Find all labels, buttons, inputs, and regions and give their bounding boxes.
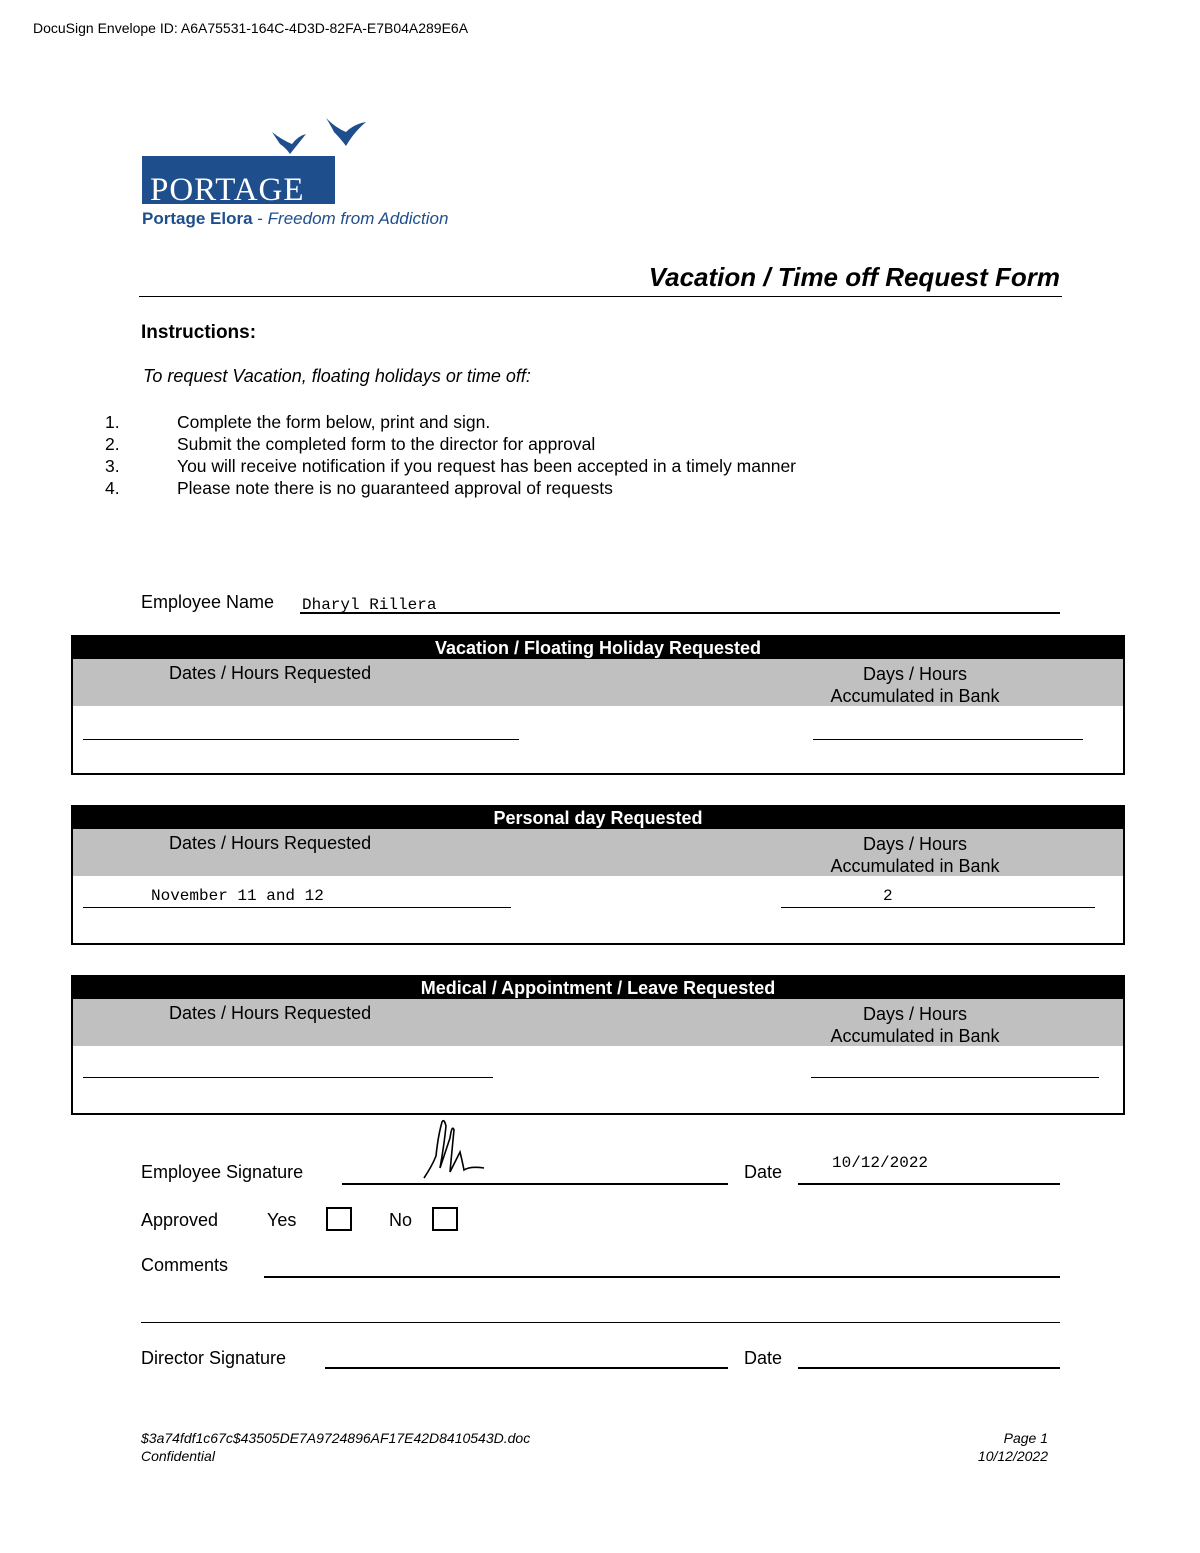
days-hours-header-line1: Days / Hours [862, 664, 968, 684]
step-text: Submit the completed form to the director for approval [177, 434, 596, 454]
instructions-heading: Instructions: [141, 322, 257, 343]
approved-no-checkbox[interactable] [432, 1207, 458, 1231]
days-hours-header-line1: Days / Hours [862, 834, 968, 854]
days-hours-header-line1: Days / Hours [862, 1004, 968, 1024]
vacation-section [71, 635, 1125, 775]
section-title: Medical / Appointment / Leave Requested [73, 977, 1123, 999]
step-number: 1. [105, 412, 120, 432]
employee-signature-field[interactable] [342, 1183, 728, 1185]
section-subheader [73, 829, 1123, 876]
approved-label: Approved [141, 1210, 219, 1230]
employee-name-label: Employee Name [141, 592, 275, 612]
employee-name-line [300, 612, 1060, 614]
days-hours-header-line2: Accumulated in Bank [830, 1026, 1000, 1046]
employee-signature-label: Employee Signature [141, 1162, 304, 1182]
dates-requested-field[interactable] [83, 907, 511, 908]
days-accumulated-field[interactable] [811, 1077, 1099, 1078]
logo-box [142, 156, 335, 208]
logo-tagline-motto: Freedom from Addiction [267, 209, 449, 228]
instructions-intro: To request Vacation, floating holidays or time off: [143, 366, 531, 386]
employee-date-line [798, 1183, 1060, 1185]
dates-requested-field[interactable] [83, 739, 519, 740]
logo-tagline-sep: - [252, 209, 268, 228]
footer-filename: $3a74fdf1c67c$43505DE7A9724896AF17E42D8410543D.doc [141, 1430, 531, 1446]
logo-tagline-name: Portage Elora [142, 209, 253, 228]
step-number: 4. [105, 478, 120, 498]
comments-label: Comments [141, 1255, 229, 1275]
section-subheader [73, 999, 1123, 1046]
days-hours-header [773, 833, 1057, 877]
dates-hours-header: Dates / Hours Requested [169, 1003, 372, 1023]
days-hours-header-line2: Accumulated in Bank [830, 686, 1000, 706]
step-number: 3. [105, 456, 120, 476]
employee-signature-image [418, 1116, 490, 1186]
footer-page: Page 1 [1003, 1430, 1048, 1446]
footer-right [978, 1429, 1048, 1465]
dates-hours-header: Dates / Hours Requested [169, 663, 372, 683]
title-divider [139, 296, 1062, 297]
dates-requested-value: November 11 and 12 [151, 887, 324, 905]
step-text: Complete the form below, print and sign. [177, 412, 491, 432]
director-signature-field[interactable] [325, 1367, 728, 1369]
approved-yes-checkbox[interactable] [326, 1207, 352, 1231]
footer-left [141, 1429, 530, 1465]
no-label: No [389, 1210, 413, 1230]
comments-field[interactable] [264, 1276, 1060, 1278]
employee-date-label: Date [744, 1162, 783, 1182]
yes-label: Yes [267, 1210, 297, 1230]
days-hours-header [773, 1003, 1057, 1047]
comments-field-line-2[interactable] [141, 1322, 1060, 1323]
dates-hours-header: Dates / Hours Requested [169, 833, 372, 853]
section-title: Vacation / Floating Holiday Requested [73, 637, 1123, 659]
footer-confidential: Confidential [141, 1448, 215, 1464]
employee-date-field[interactable]: 10/12/2022 [832, 1154, 929, 1172]
envelope-id: DocuSign Envelope ID: A6A75531-164C-4D3D-82FA-E7B04A289E6A [33, 20, 469, 36]
logo-wordmark: PORTAGE [150, 172, 305, 208]
director-signature-label: Director Signature [141, 1348, 287, 1368]
employee-name-field[interactable]: Dharyl Rillera [302, 596, 437, 614]
section-subheader [73, 659, 1123, 706]
director-date-field[interactable] [798, 1367, 1060, 1369]
form-title: Vacation / Time off Request Form [648, 262, 1060, 292]
logo-tagline [142, 209, 448, 229]
section-title: Personal day Requested [73, 807, 1123, 829]
personal-day-section [71, 805, 1125, 945]
days-accumulated-value: 2 [883, 887, 893, 905]
step-number: 2. [105, 434, 120, 454]
dates-requested-field[interactable] [83, 1077, 493, 1078]
days-accumulated-field[interactable] [781, 907, 1095, 908]
days-hours-header-line2: Accumulated in Bank [830, 856, 1000, 876]
step-text: You will receive notification if you request has been accepted in a timely manner [177, 456, 797, 476]
footer-date: 10/12/2022 [977, 1448, 1048, 1464]
days-accumulated-field[interactable] [813, 739, 1083, 740]
director-date-label: Date [744, 1348, 783, 1368]
step-text: Please note there is no guaranteed approval of requests [177, 478, 613, 498]
portage-logo [140, 110, 470, 235]
medical-leave-section [71, 975, 1125, 1115]
days-hours-header [773, 663, 1057, 707]
